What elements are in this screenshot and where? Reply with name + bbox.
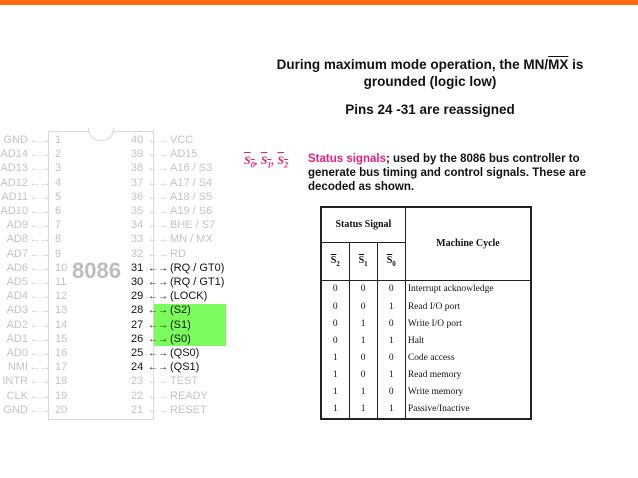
table-cell-s0: 0	[377, 384, 405, 401]
right-pin-label: (QS0)	[170, 347, 200, 359]
right-pin-number: 39	[131, 148, 144, 161]
status-symbols: $S_0$, $S_1$, $S_2$	[244, 153, 289, 170]
right-pin-number: 27	[131, 318, 144, 331]
left-pin-label: AD0	[6, 347, 28, 359]
heading-line1-end: is	[568, 57, 584, 72]
right-pin-label: AD15	[170, 148, 198, 161]
left-pin-label: AD13	[0, 162, 28, 175]
table-cell-s2: 0	[332, 284, 338, 295]
left-pin-number: 16	[55, 347, 68, 359]
left-pin-label: GND	[3, 403, 28, 416]
right-pin-label: (LOCK)	[170, 290, 208, 303]
right-pin-arrow: ←→	[148, 404, 168, 416]
left-pin-arrow: ←→	[30, 234, 50, 246]
right-pin-number: 33	[131, 233, 144, 246]
right-pin-arrow: ←→	[148, 305, 168, 317]
table-row	[322, 349, 530, 366]
table-row	[322, 280, 530, 298]
left-pin-arrow: ←→	[30, 277, 50, 288]
left-pin-number: 7	[55, 219, 62, 232]
left-pin-arrow: ←→	[30, 291, 50, 303]
right-pin-arrow: ←→	[148, 319, 168, 331]
table-cell-s0: 1	[377, 298, 405, 315]
right-pin-arrow: ←→	[148, 262, 168, 274]
right-pin-arrow: ←→	[148, 362, 168, 374]
heading-mx-overline: $\overline{MX}$	[548, 57, 569, 72]
table-cell-s2: 1	[332, 387, 338, 398]
left-pin-arrow: ←→	[30, 206, 50, 217]
left-pin-label: AD9	[6, 219, 28, 232]
heading-pins-note: Pins 24 -31 are reassigned	[345, 102, 515, 117]
right-pin-number: 22	[131, 389, 144, 402]
left-pin-label: AD6	[6, 261, 28, 274]
right-pin-arrow: ←→	[148, 135, 168, 146]
right-pin-number: 30	[131, 276, 144, 288]
right-pin-arrow: ←→	[148, 149, 168, 161]
left-pin-arrow: ←→	[30, 305, 50, 317]
left-pin-label: AD3	[6, 304, 28, 317]
table-cell-cycle: Passive/Inactive	[405, 401, 530, 418]
left-pin-arrow: ←→	[30, 376, 50, 388]
right-pin-label: RESET	[170, 403, 207, 416]
right-pin-label: A18 / S5	[170, 190, 213, 203]
table-cell-s2: 1	[332, 404, 338, 415]
left-pin-arrow: ←→	[30, 348, 50, 359]
left-pin-label: AD11	[1, 190, 28, 203]
table-row	[322, 367, 530, 384]
left-pin-number: 9	[55, 247, 62, 260]
right-pin-number: 37	[131, 176, 144, 189]
right-pin-arrow: ←→	[148, 206, 168, 217]
left-pin-number: 18	[55, 375, 68, 388]
right-pin-number: 29	[131, 290, 144, 303]
right-pin-number: 26	[131, 332, 144, 345]
right-pin-arrow: ←→	[148, 348, 168, 359]
right-pin-label: (RQ / GT0)	[170, 261, 225, 274]
right-pin-label: (QS1)	[170, 361, 200, 374]
left-pin-arrow: ←→	[30, 390, 50, 402]
table-cell-cycle: Read memory	[405, 367, 530, 384]
left-pin-arrow: ←→	[30, 319, 50, 331]
left-pin-number: 4	[55, 176, 62, 189]
right-pin-arrow: ←→	[148, 376, 168, 388]
right-pin-label: (S2)	[170, 304, 191, 317]
accent-bar	[0, 0, 638, 5]
right-pin-label: (S0)	[170, 332, 191, 345]
right-pin-arrow: ←→	[148, 177, 168, 189]
right-pin-number: 24	[131, 361, 144, 374]
left-pin-label: AD7	[6, 247, 28, 260]
left-pin-number: 2	[55, 148, 62, 161]
left-pin-arrow: ←→	[30, 135, 50, 146]
right-pin-number: 40	[131, 134, 144, 146]
left-pin-number: 5	[55, 190, 62, 203]
left-pin-number: 13	[55, 304, 68, 317]
right-pin-number: 34	[131, 219, 144, 232]
left-pin-label: AD14	[0, 148, 28, 161]
status-decode-table	[320, 206, 532, 420]
left-pin-number: 19	[55, 389, 68, 402]
left-pin-number: 14	[55, 318, 68, 331]
table-cell-s2: 0	[332, 318, 338, 329]
table-cell-s1: 0	[349, 298, 377, 315]
left-pin-label: CLK	[6, 389, 28, 402]
right-pin-label: TEST	[170, 375, 199, 388]
table-row	[322, 384, 530, 401]
left-pin-arrow: ←→	[30, 191, 50, 203]
table-cell-s1: 1	[349, 332, 377, 349]
left-pin-arrow: ←→	[30, 333, 50, 345]
table-cell-cycle: Write memory	[405, 384, 530, 401]
left-pin-number: 17	[55, 361, 68, 374]
right-pin-arrow: ←→	[148, 333, 168, 345]
left-pin-label: AD8	[6, 233, 28, 246]
table-status-signal-header: Status Signal	[322, 208, 405, 242]
table-cell-s2: 0	[332, 301, 338, 312]
table-row	[322, 401, 530, 418]
right-pin-number: 35	[131, 205, 144, 217]
right-pin-label: A16 / S3	[170, 162, 213, 175]
right-pin-number: 23	[131, 375, 144, 388]
table-row	[322, 332, 530, 349]
left-pin-arrow: ←→	[30, 177, 50, 189]
right-pin-arrow: ←→	[148, 390, 168, 402]
left-pin-number: 11	[55, 276, 67, 288]
table-machine-cycle-header: Machine Cycle	[405, 208, 530, 280]
right-pin-label: BHE / S7	[170, 219, 216, 232]
left-pin-number: 3	[55, 162, 62, 175]
right-pin-arrow: ←→	[148, 277, 168, 288]
heading-line1-text: During maximum mode operation, the MN/	[276, 57, 549, 72]
right-pin-arrow: ←→	[148, 191, 168, 203]
status-text: ; used by the 8086 bus controller to generate bus timing and control signals. These are decoded as shown.	[308, 153, 586, 193]
table-cell-cycle: Interrupt acknowledge	[405, 280, 530, 298]
left-pin-arrow: ←→	[30, 362, 50, 374]
table-row	[322, 315, 530, 332]
table-cell-s0: 0	[377, 280, 405, 298]
left-pin-label: AD5	[6, 276, 28, 288]
left-pin-arrow: ←→	[30, 149, 50, 161]
table-cell-s0: 0	[377, 315, 405, 332]
left-pin-number: 1	[55, 134, 62, 146]
right-pin-label: A19 / S6	[170, 205, 213, 217]
table-cell-s0: 1	[377, 367, 405, 384]
table-cell-s2: 1	[332, 370, 338, 381]
left-pin-arrow: ←→	[30, 220, 50, 232]
right-pin-label: MN / MX	[170, 233, 213, 246]
left-pin-number: 8	[55, 233, 62, 246]
table-col-s1: $\overline{S}_1$	[349, 242, 377, 280]
table-cell-s0: 1	[377, 332, 405, 349]
right-pin-label: VCC	[170, 134, 194, 146]
right-pin-arrow: ←→	[148, 220, 168, 232]
right-pin-label: RD	[170, 247, 186, 260]
left-pin-arrow: ←→	[30, 262, 50, 274]
chip-name: 8086	[72, 258, 121, 283]
right-pin-number: 25	[131, 347, 144, 359]
right-pin-number: 38	[131, 162, 144, 175]
table-cell-cycle: Halt	[405, 332, 530, 349]
table-cell-s2: 1	[332, 352, 338, 363]
table-cell-s1: 1	[349, 315, 377, 332]
right-pin-label: (S1)	[170, 318, 191, 331]
left-pin-label: AD2	[6, 318, 28, 331]
right-pin-number: 32	[131, 247, 144, 260]
table-col-s2: $\overline{S}_2$	[322, 242, 349, 280]
right-pin-label: A17 / S4	[170, 176, 213, 189]
left-pin-arrow: ←→	[30, 404, 50, 416]
right-pin-arrow: ←→	[148, 248, 168, 260]
right-pin-arrow: ←→	[148, 234, 168, 246]
left-pin-label: NMI	[7, 361, 28, 374]
status-description	[308, 152, 628, 194]
left-pin-number: 6	[55, 205, 62, 217]
left-pin-label: AD1	[6, 332, 28, 345]
right-pin-arrow: ←→	[148, 163, 168, 175]
left-pin-number: 15	[55, 332, 68, 345]
right-pin-number: 28	[131, 304, 144, 317]
table-cell-s0: 1	[377, 401, 405, 418]
right-pin-number: 31	[131, 261, 144, 274]
table-cell-cycle: Read I/O port	[405, 298, 530, 315]
left-pin-label: AD12	[0, 176, 28, 189]
table-cell-s1: 0	[349, 280, 377, 298]
right-pin-number: 36	[131, 190, 144, 203]
left-pin-label: AD4	[6, 290, 28, 303]
table-cell-s1: 0	[349, 349, 377, 366]
right-pin-label: READY	[170, 389, 208, 402]
right-pin-arrow: ←→	[148, 291, 168, 303]
table-cell-s1: 1	[349, 401, 377, 418]
right-pin-label: (RQ / GT1)	[170, 276, 225, 288]
table-cell-cycle: Code access	[405, 349, 530, 366]
status-highlight: Status signals	[308, 153, 386, 165]
table-col-s0: $\overline{S}_0$	[377, 242, 405, 280]
left-pin-arrow: ←→	[30, 248, 50, 260]
table-cell-s1: 1	[349, 384, 377, 401]
table-cell-s0: 0	[377, 349, 405, 366]
table-cell-cycle: Write I/O port	[405, 315, 530, 332]
table-cell-s2: 0	[332, 335, 338, 346]
right-pin-number: 21	[131, 403, 144, 416]
left-pin-label: AD10	[0, 205, 28, 217]
left-pin-arrow: ←→	[30, 163, 50, 175]
left-pin-number: 20	[55, 403, 68, 416]
table-cell-s1: 0	[349, 367, 377, 384]
left-pin-number: 12	[55, 290, 68, 303]
left-pin-number: 10	[55, 261, 68, 274]
heading-line2-text: grounded (logic low)	[363, 74, 497, 89]
heading-maximum-mode	[240, 56, 620, 90]
table-row	[322, 298, 530, 315]
left-pin-label: INTR	[2, 375, 28, 388]
left-pin-label: GND	[3, 134, 28, 146]
